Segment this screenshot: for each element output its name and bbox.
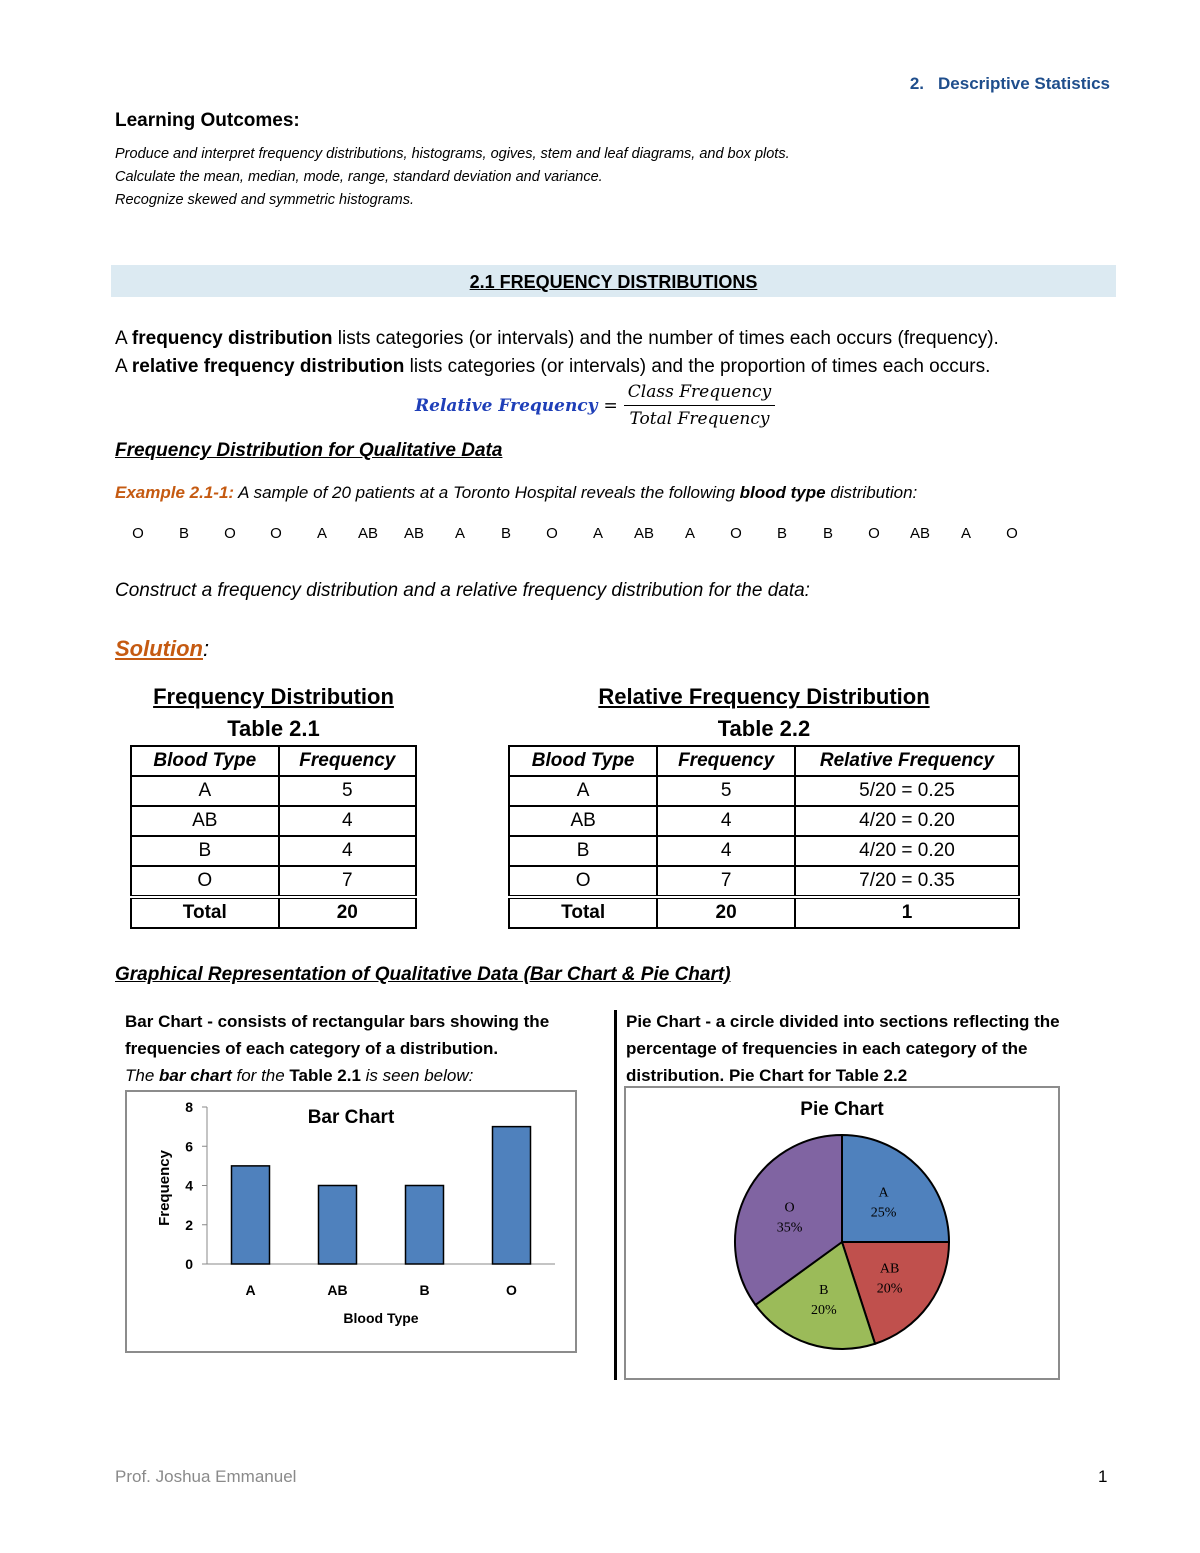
- y-tick-label: 8: [185, 1099, 193, 1115]
- definition-text: A: [115, 328, 132, 349]
- cell: A: [131, 776, 279, 806]
- example-instruction: Construct a frequency distribution and a relative frequency distribution for the data:: [115, 580, 810, 601]
- example-text: distribution:: [825, 483, 918, 502]
- definition-text: lists categories (or intervals) and the proportion of times each occurs.: [404, 356, 991, 377]
- cell: O: [509, 866, 657, 897]
- frequency-table: [130, 745, 417, 929]
- table-row: [509, 806, 1019, 836]
- blood-type-value: B: [178, 525, 189, 542]
- bar: [493, 1127, 531, 1264]
- x-tick-label: A: [245, 1282, 256, 1298]
- blood-type-value: O: [132, 525, 144, 542]
- table-row: [131, 866, 416, 897]
- bar: [232, 1166, 270, 1264]
- bar-chart-term: Bar Chart: [125, 1012, 203, 1031]
- cell: B: [131, 836, 279, 866]
- bar: [319, 1186, 357, 1265]
- blood-type-value: B: [500, 525, 511, 542]
- learning-outcome-item: Recognize skewed and symmetric histograms.: [115, 192, 414, 208]
- cell: 5: [657, 776, 795, 806]
- x-tick-label: B: [419, 1282, 430, 1298]
- example-text: A sample of 20 patients at a Toronto Hospital reveals the following: [234, 483, 740, 502]
- x-axis-label: Blood Type: [343, 1310, 419, 1326]
- formula-fraction: [624, 382, 775, 429]
- pie-value-label: 20%: [876, 1281, 903, 1297]
- table-caption: Relative Frequency Distribution: [598, 684, 930, 709]
- cell: 4: [279, 806, 416, 836]
- cell: 7: [657, 866, 795, 897]
- solution-label: Solution: [115, 636, 203, 661]
- solution-heading: [115, 636, 209, 662]
- cell: 5: [279, 776, 416, 806]
- definition-term: frequency distribution: [131, 328, 333, 349]
- cell: 1: [795, 897, 1019, 928]
- cell: 20: [279, 897, 416, 928]
- blood-type-value: O: [730, 525, 742, 542]
- chapter-header: [910, 74, 1110, 94]
- table-2-1-subcaption: Table 2.1: [227, 716, 320, 741]
- bar-chart-description: [125, 1008, 595, 1089]
- pie-chart-frame: [624, 1086, 1060, 1380]
- cell: 4: [279, 836, 416, 866]
- y-tick-label: 0: [185, 1256, 193, 1272]
- cell: B: [509, 836, 657, 866]
- pie-value-label: 35%: [776, 1220, 803, 1236]
- example-statement: [115, 483, 917, 503]
- header-relative-frequency: Relative Frequency: [795, 746, 1019, 776]
- pie-chart: [626, 1088, 1058, 1378]
- pie-category-label: O: [784, 1200, 795, 1216]
- table-row: [509, 866, 1019, 897]
- formula-lhs: Relative Frequency: [415, 395, 598, 416]
- learning-outcome-item: Calculate the mean, median, mode, range, standard deviation and variance.: [115, 169, 603, 185]
- chart-title: Bar Chart: [307, 1107, 395, 1128]
- blood-type-value: A: [454, 525, 465, 542]
- table-row: [509, 776, 1019, 806]
- table-header-row: [509, 746, 1019, 776]
- pie-value-label: 20%: [810, 1302, 837, 1318]
- formula-equals: =: [603, 395, 618, 416]
- definition-term: relative frequency distribution: [131, 356, 405, 377]
- blood-type-value: A: [592, 525, 603, 542]
- cell: 20: [657, 897, 795, 928]
- chapter-title: Descriptive Statistics: [938, 74, 1110, 93]
- bar-chart: [127, 1092, 575, 1351]
- table-row: [131, 836, 416, 866]
- desc-text: is seen below:: [360, 1066, 474, 1085]
- desc-text: for the: [231, 1066, 290, 1085]
- relative-frequency-table: [508, 745, 1020, 929]
- bar-chart-frame: [125, 1090, 577, 1353]
- cell: 4: [657, 806, 795, 836]
- cell: 7/20 = 0.35: [795, 866, 1019, 897]
- table-2-1-block: [130, 681, 417, 929]
- bar: [406, 1186, 444, 1265]
- blood-type-value: A: [960, 525, 971, 542]
- blood-type-value: O: [224, 525, 236, 542]
- blood-type-value: O: [546, 525, 558, 542]
- desc-table-ref: Table 2.2: [835, 1066, 908, 1085]
- pie-chart-definition: - a circle divided into sections reflecting the percentage of frequencies in each category of the distribution.: [626, 1012, 1060, 1085]
- table-2-2-subcaption: Table 2.2: [717, 716, 811, 741]
- blood-type-value: AB: [909, 525, 930, 542]
- table-total-row: [509, 897, 1019, 928]
- y-tick-label: 2: [185, 1216, 193, 1233]
- chart-title: Pie Chart: [800, 1099, 884, 1120]
- blood-type-value: O: [1006, 525, 1018, 542]
- blood-type-data-row: [115, 525, 1065, 542]
- bar-chart-definition: - consists of rectangular bars showing the frequencies of each category of a distribution.: [125, 1012, 550, 1058]
- qualitative-data-heading: Frequency Distribution for Qualitative Data: [115, 440, 503, 461]
- desc-emphasis: bar chart: [159, 1066, 232, 1085]
- blood-type-value: AB: [403, 525, 424, 542]
- blood-type-value: O: [868, 525, 880, 542]
- table-2-2-caption: [508, 681, 1020, 713]
- table-caption: Frequency Distribution: [153, 684, 394, 709]
- desc-text: Pie Chart for: [724, 1066, 836, 1085]
- header-blood-type: Blood Type: [509, 746, 657, 776]
- y-axis-label: Frequency: [156, 1150, 173, 1226]
- cell: AB: [131, 806, 279, 836]
- definition-text: lists categories (or intervals) and the number of times each occurs (frequency).: [332, 328, 999, 349]
- relative-frequency-formula: [415, 382, 775, 429]
- blood-type-value: A: [316, 525, 327, 542]
- solution-colon: :: [202, 636, 210, 661]
- example-label: Example 2.1-1:: [115, 483, 235, 502]
- cell: 7: [279, 866, 416, 897]
- learning-outcomes-title: Learning Outcomes:: [115, 110, 300, 131]
- x-tick-label: O: [506, 1282, 517, 1298]
- example-emphasis: blood type: [739, 483, 826, 502]
- cell: 4/20 = 0.20: [795, 806, 1019, 836]
- table-row: [509, 836, 1019, 866]
- page-number: 1: [1098, 1467, 1108, 1486]
- learning-outcome-item: Produce and interpret frequency distributions, histograms, ogives, stem and leaf diagrams, and box plots.: [115, 146, 790, 162]
- column-divider: [614, 1010, 617, 1380]
- footer-author: Prof. Joshua Emmanuel: [115, 1467, 297, 1486]
- blood-type-value: O: [270, 525, 282, 542]
- formula-numerator: Class Frequency: [624, 382, 775, 406]
- pie-category-label: AB: [879, 1261, 900, 1277]
- table-row: [131, 776, 416, 806]
- desc-table-ref: Table 2.1: [289, 1066, 361, 1085]
- blood-type-value: B: [776, 525, 787, 542]
- section-title: 2.1 FREQUENCY DISTRIBUTIONS: [469, 272, 758, 292]
- table-2-2-block: [508, 681, 1020, 929]
- definition-text: A: [115, 356, 132, 377]
- pie-category-label: B: [819, 1282, 829, 1298]
- table-total-row: [131, 897, 416, 928]
- cell: A: [509, 776, 657, 806]
- y-tick-label: 4: [185, 1177, 193, 1194]
- y-tick-label: 6: [185, 1138, 193, 1155]
- pie-slice: [842, 1135, 949, 1242]
- table-row: [131, 806, 416, 836]
- x-tick-label: AB: [327, 1282, 348, 1298]
- cell: Total: [131, 897, 279, 928]
- cell: O: [131, 866, 279, 897]
- blood-type-value: A: [684, 525, 695, 542]
- cell: 4: [657, 836, 795, 866]
- cell: AB: [509, 806, 657, 836]
- header-frequency: Frequency: [279, 746, 416, 776]
- table-2-1-caption: [130, 681, 417, 713]
- pie-category-label: A: [878, 1185, 889, 1201]
- cell: Total: [509, 897, 657, 928]
- blood-type-value: AB: [357, 525, 378, 542]
- definition-frequency-distribution: [115, 328, 999, 350]
- cell: 4/20 = 0.20: [795, 836, 1019, 866]
- formula-denominator: Total Frequency: [629, 409, 770, 429]
- desc-text: The: [125, 1066, 160, 1085]
- table-header-row: [131, 746, 416, 776]
- definition-relative-frequency-distribution: [115, 356, 990, 378]
- pie-value-label: 25%: [870, 1205, 897, 1221]
- pie-chart-term: Pie Chart: [626, 1012, 701, 1031]
- learning-outcomes-list: [115, 143, 790, 212]
- pie-chart-description: [626, 1008, 1106, 1089]
- chapter-number: 2.: [909, 74, 925, 93]
- header-blood-type: Blood Type: [131, 746, 279, 776]
- graphical-representation-heading: Graphical Representation of Qualitative Data (Bar Chart & Pie Chart): [115, 964, 731, 985]
- blood-type-value: B: [822, 525, 833, 542]
- header-frequency: Frequency: [657, 746, 795, 776]
- section-banner: [111, 265, 1116, 297]
- cell: 5/20 = 0.25: [795, 776, 1019, 806]
- blood-type-value: AB: [633, 525, 654, 542]
